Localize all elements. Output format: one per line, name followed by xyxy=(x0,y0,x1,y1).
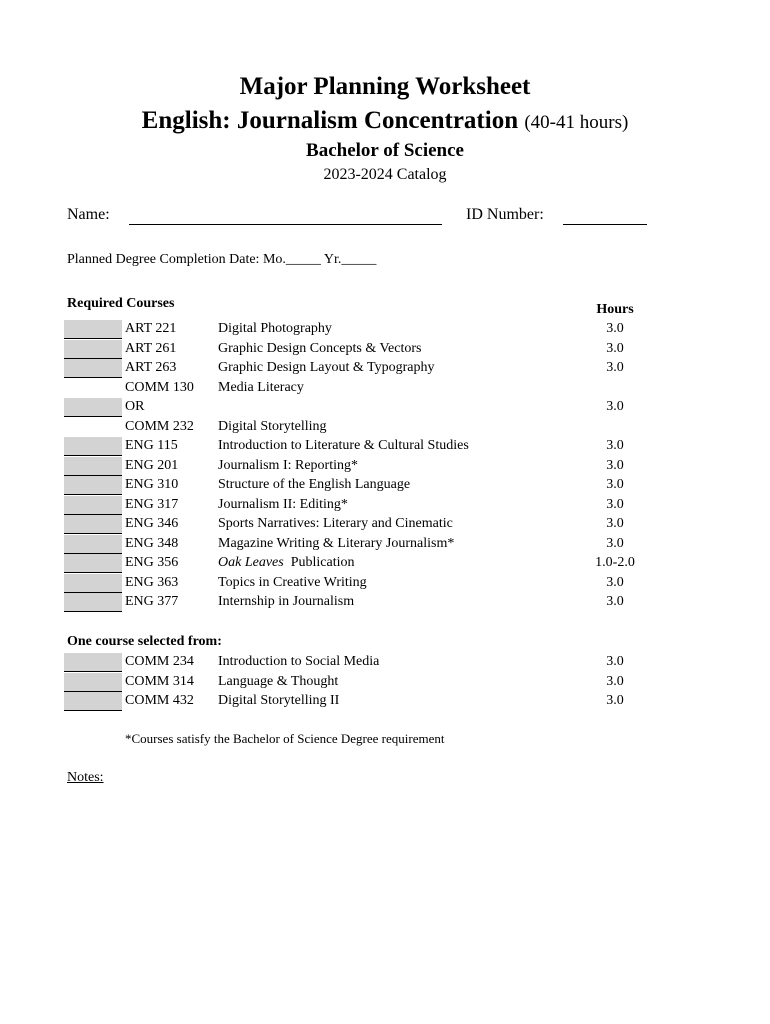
course-title xyxy=(218,555,354,571)
course-row xyxy=(64,554,664,573)
completion-checkbox xyxy=(64,418,122,436)
course-row xyxy=(64,535,664,554)
completion-date-line[interactable]: Planned Degree Completion Date: Mo._____ Yr._____ xyxy=(67,252,377,267)
course-hours: 3.0 xyxy=(606,673,624,689)
course-hours: 3.0 xyxy=(606,496,624,512)
course-code: OR xyxy=(125,399,145,414)
completion-checkbox[interactable] xyxy=(64,673,122,692)
course-code: ENG 348 xyxy=(125,535,179,551)
course-title: Magazine Writing & Literary Journalism* xyxy=(218,535,455,551)
completion-checkbox[interactable] xyxy=(64,437,122,456)
course-code: ART 221 xyxy=(125,321,177,336)
course-title: Language & Thought xyxy=(218,673,339,689)
completion-checkbox[interactable] xyxy=(64,653,122,672)
course-title: Topics in Creative Writing xyxy=(218,574,367,590)
course-title: Introduction to Literature & Cultural Studies xyxy=(218,438,469,453)
course-row xyxy=(64,515,664,534)
course-hours: 3.0 xyxy=(606,654,624,669)
course-title: Sports Narratives: Literary and Cinematic xyxy=(218,516,453,531)
completion-checkbox[interactable] xyxy=(64,593,122,612)
degree-name: Bachelor of Science xyxy=(306,140,464,161)
completion-checkbox[interactable] xyxy=(64,457,122,476)
course-code: ART 261 xyxy=(125,340,177,356)
course-title: Journalism II: Editing* xyxy=(218,496,348,512)
course-title-text: Publication xyxy=(290,555,355,570)
id-number-label: ID Number: xyxy=(466,206,544,223)
completion-checkbox[interactable] xyxy=(64,535,122,554)
completion-checkbox[interactable] xyxy=(64,320,122,339)
course-code: ENG 310 xyxy=(125,477,179,492)
course-code: ART 263 xyxy=(125,360,177,375)
course-hours: 3.0 xyxy=(606,360,624,375)
completion-checkbox xyxy=(64,379,122,397)
course-code: COMM 234 xyxy=(125,654,194,669)
catalog-year: 2023-2024 Catalog xyxy=(323,166,447,183)
course-title: Introduction to Social Media xyxy=(218,654,380,669)
course-code: ENG 201 xyxy=(125,457,179,473)
course-hours: 1.0-2.0 xyxy=(595,555,635,570)
completion-checkbox[interactable] xyxy=(64,340,122,359)
course-hours: 3.0 xyxy=(606,516,624,531)
name-field[interactable] xyxy=(129,224,442,225)
course-row xyxy=(64,379,664,398)
course-row xyxy=(64,653,664,672)
course-hours: 3.0 xyxy=(606,340,624,356)
completion-checkbox[interactable] xyxy=(64,398,122,417)
course-code: ENG 317 xyxy=(125,496,179,512)
course-row xyxy=(64,673,664,692)
course-hours: 3.0 xyxy=(606,321,624,336)
completion-checkbox[interactable] xyxy=(64,496,122,515)
course-hours: 3.0 xyxy=(606,535,624,551)
course-hours: 3.0 xyxy=(606,399,624,414)
course-title: Media Literacy xyxy=(218,379,304,395)
course-title: Structure of the English Language xyxy=(218,477,411,492)
course-code: COMM 130 xyxy=(125,379,194,395)
concentration-hours: (40-41 hours) xyxy=(524,112,629,133)
completion-checkbox[interactable] xyxy=(64,359,122,378)
course-code: ENG 377 xyxy=(125,594,179,609)
course-code: COMM 232 xyxy=(125,418,194,434)
course-title-italic: Oak Leaves xyxy=(218,555,284,570)
completion-checkbox[interactable] xyxy=(64,476,122,495)
course-row xyxy=(64,692,664,711)
course-row xyxy=(64,593,664,612)
course-title: Digital Storytelling xyxy=(218,418,327,434)
course-code: ENG 346 xyxy=(125,516,179,531)
completion-checkbox[interactable] xyxy=(64,554,122,573)
course-row xyxy=(64,418,664,437)
course-title: Internship in Journalism xyxy=(218,594,355,609)
course-row xyxy=(64,398,664,417)
course-code: ENG 356 xyxy=(125,555,179,570)
completion-checkbox[interactable] xyxy=(64,692,122,711)
course-code: COMM 314 xyxy=(125,673,194,689)
course-hours: 3.0 xyxy=(606,594,624,609)
notes-label: Notes: xyxy=(67,770,104,785)
course-hours: 3.0 xyxy=(606,457,624,473)
footnote: *Courses satisfy the Bachelor of Science Degree requirement xyxy=(125,731,445,746)
course-title: Digital Photography xyxy=(218,321,332,336)
course-title: Journalism I: Reporting* xyxy=(218,457,358,473)
course-code: ENG 363 xyxy=(125,574,179,590)
page-subtitle xyxy=(0,107,770,135)
required-courses-heading: Required Courses xyxy=(67,296,175,311)
course-title: Graphic Design Concepts & Vectors xyxy=(218,340,422,356)
elective-heading: One course selected from: xyxy=(67,634,222,649)
hours-heading: Hours xyxy=(596,302,634,317)
completion-checkbox[interactable] xyxy=(64,515,122,534)
page-title: Major Planning Worksheet xyxy=(239,73,531,100)
course-code: ENG 115 xyxy=(125,438,178,453)
course-row xyxy=(64,359,664,378)
name-label: Name: xyxy=(67,206,110,223)
course-row xyxy=(64,437,664,456)
course-row xyxy=(64,496,664,515)
course-title: Digital Storytelling II xyxy=(218,693,340,708)
concentration-name: English: Journalism Concentration xyxy=(141,107,519,134)
course-row xyxy=(64,457,664,476)
course-hours: 3.0 xyxy=(606,693,624,708)
course-title: Graphic Design Layout & Typography xyxy=(218,360,435,375)
course-row xyxy=(64,340,664,359)
completion-checkbox[interactable] xyxy=(64,574,122,593)
id-number-field[interactable] xyxy=(563,224,647,225)
course-code: COMM 432 xyxy=(125,693,194,708)
course-hours: 3.0 xyxy=(606,574,624,590)
course-hours: 3.0 xyxy=(606,438,624,453)
course-row xyxy=(64,476,664,495)
course-hours: 3.0 xyxy=(606,477,624,492)
course-row xyxy=(64,320,664,339)
course-row xyxy=(64,574,664,593)
